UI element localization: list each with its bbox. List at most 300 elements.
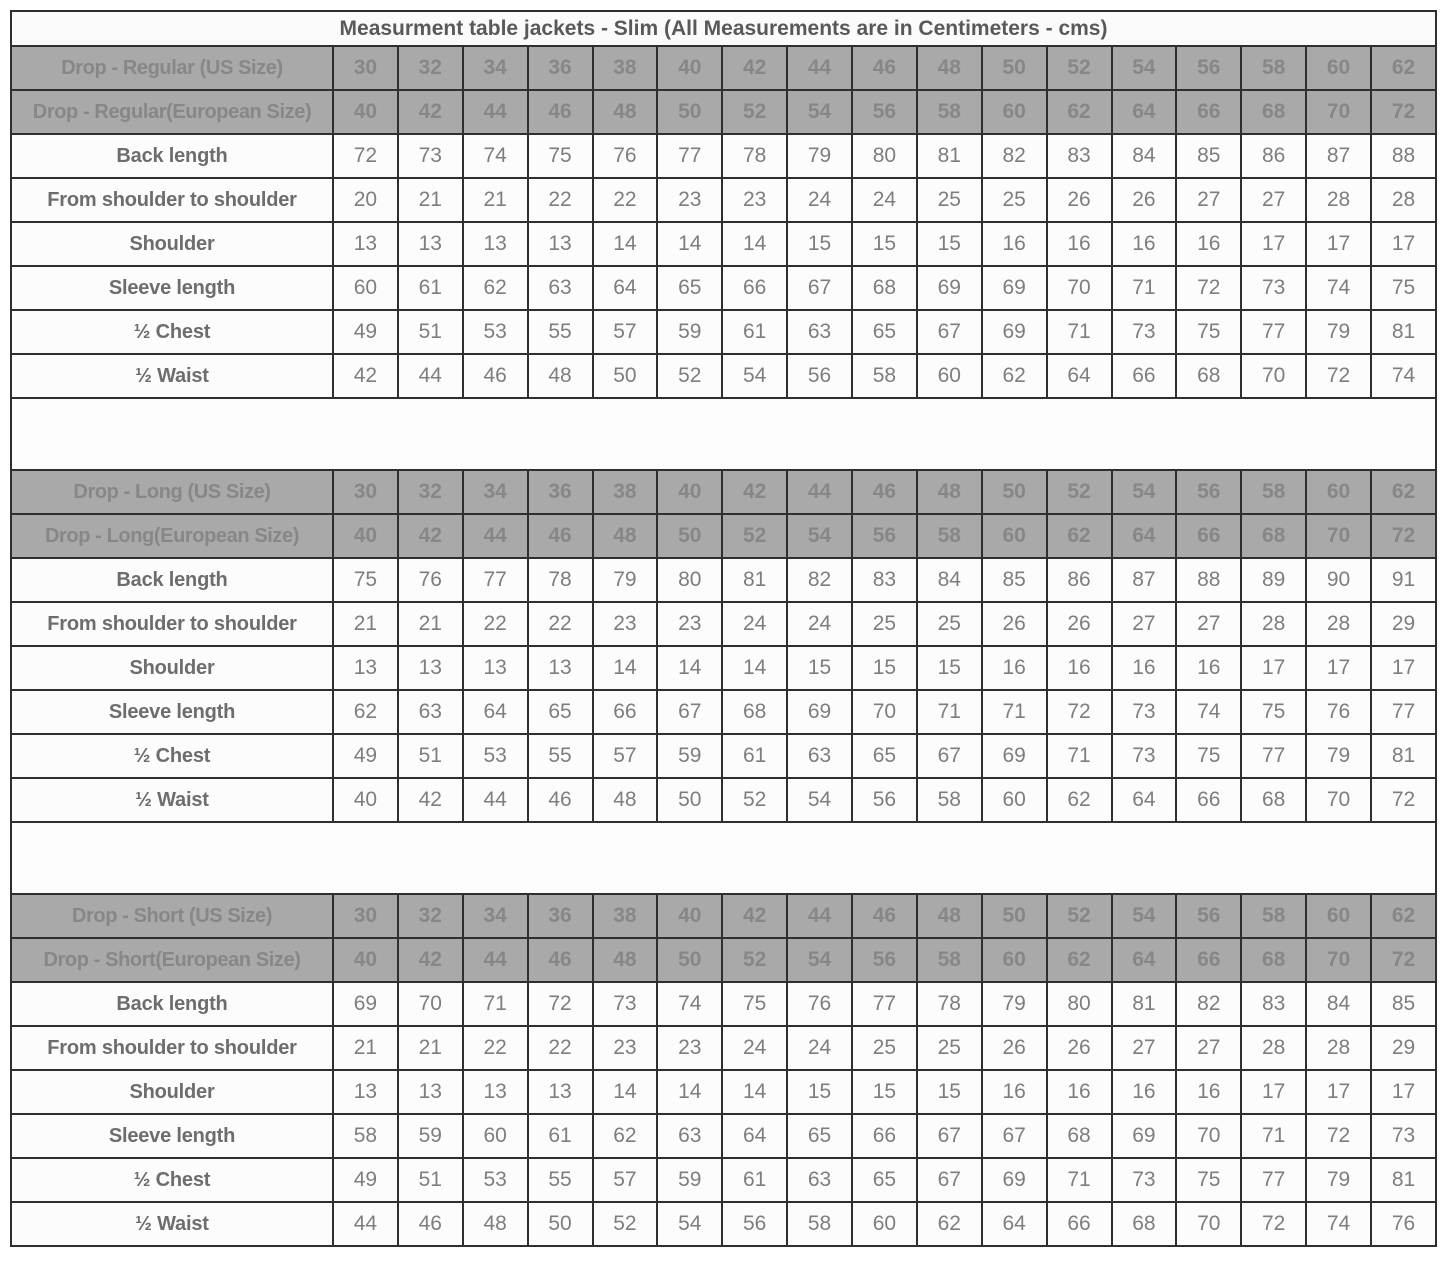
us-size-cell: 46 xyxy=(852,46,917,90)
measurement-value-cell: 27 xyxy=(1241,178,1306,222)
measurement-value-cell: 22 xyxy=(528,602,593,646)
measurement-value-cell: 81 xyxy=(1371,1158,1436,1202)
us-size-cell: 58 xyxy=(1241,46,1306,90)
measurement-value-cell: 69 xyxy=(982,734,1047,778)
measurement-value-cell: 77 xyxy=(1241,1158,1306,1202)
measurement-value-cell: 15 xyxy=(787,646,852,690)
measurement-value-cell: 69 xyxy=(917,266,982,310)
measurement-value-cell: 65 xyxy=(528,690,593,734)
measurement-value-cell: 71 xyxy=(1047,310,1112,354)
measurement-value-cell: 26 xyxy=(1047,178,1112,222)
measurement-value-cell: 16 xyxy=(1176,1070,1241,1114)
measurement-row xyxy=(11,222,1436,266)
measurement-value-cell: 85 xyxy=(1176,134,1241,178)
measurement-value-cell: 72 xyxy=(1047,690,1112,734)
us-size-cell: 52 xyxy=(1047,470,1112,514)
measurement-value-cell: 51 xyxy=(398,734,463,778)
measurement-value-cell: 16 xyxy=(1112,222,1177,266)
measurement-value-cell: 81 xyxy=(917,134,982,178)
measurement-value-cell: 60 xyxy=(463,1114,528,1158)
measurement-value-cell: 13 xyxy=(398,222,463,266)
measurement-value-cell: 50 xyxy=(657,778,722,822)
measurement-value-cell: 49 xyxy=(333,734,398,778)
us-size-header-row xyxy=(11,894,1436,938)
row-label-cell: ½ Waist xyxy=(11,1202,333,1246)
measurement-value-cell: 83 xyxy=(1241,982,1306,1026)
us-size-cell: 46 xyxy=(852,470,917,514)
measurement-value-cell: 70 xyxy=(398,982,463,1026)
measurement-value-cell: 53 xyxy=(463,310,528,354)
measurement-value-cell: 16 xyxy=(1047,646,1112,690)
measurement-table xyxy=(10,10,1437,1247)
measurement-row xyxy=(11,1158,1436,1202)
measurement-value-cell: 71 xyxy=(463,982,528,1026)
row-label-cell: Back length xyxy=(11,982,333,1026)
measurement-value-cell: 61 xyxy=(722,1158,787,1202)
measurement-value-cell: 83 xyxy=(852,558,917,602)
measurement-value-cell: 75 xyxy=(1176,1158,1241,1202)
measurement-value-cell: 77 xyxy=(463,558,528,602)
measurement-value-cell: 84 xyxy=(1306,982,1371,1026)
measurement-value-cell: 15 xyxy=(852,1070,917,1114)
measurement-value-cell: 77 xyxy=(1241,310,1306,354)
measurement-value-cell: 25 xyxy=(982,178,1047,222)
measurement-value-cell: 70 xyxy=(1241,354,1306,398)
measurement-value-cell: 13 xyxy=(463,1070,528,1114)
eu-size-cell: 58 xyxy=(917,938,982,982)
measurement-value-cell: 62 xyxy=(593,1114,658,1158)
measurement-value-cell: 56 xyxy=(787,354,852,398)
us-size-cell: 54 xyxy=(1112,894,1177,938)
row-label-cell: Sleeve length xyxy=(11,1114,333,1158)
measurement-value-cell: 69 xyxy=(982,310,1047,354)
measurement-value-cell: 13 xyxy=(528,646,593,690)
measurement-value-cell: 76 xyxy=(593,134,658,178)
measurement-value-cell: 77 xyxy=(657,134,722,178)
measurement-value-cell: 76 xyxy=(1371,1202,1436,1246)
measurement-value-cell: 56 xyxy=(722,1202,787,1246)
eu-size-cell: 40 xyxy=(333,938,398,982)
measurement-value-cell: 14 xyxy=(593,1070,658,1114)
measurement-row xyxy=(11,558,1436,602)
measurement-value-cell: 57 xyxy=(593,310,658,354)
measurement-value-cell: 67 xyxy=(657,690,722,734)
us-size-cell: 40 xyxy=(657,894,722,938)
measurement-value-cell: 73 xyxy=(398,134,463,178)
measurement-value-cell: 59 xyxy=(398,1114,463,1158)
measurement-value-cell: 62 xyxy=(463,266,528,310)
measurement-value-cell: 78 xyxy=(528,558,593,602)
measurement-value-cell: 88 xyxy=(1371,134,1436,178)
measurement-value-cell: 53 xyxy=(463,734,528,778)
measurement-value-cell: 28 xyxy=(1306,602,1371,646)
measurement-row xyxy=(11,1202,1436,1246)
us-size-cell: 50 xyxy=(982,894,1047,938)
measurement-value-cell: 67 xyxy=(917,310,982,354)
measurement-value-cell: 16 xyxy=(1112,1070,1177,1114)
eu-size-cell: 54 xyxy=(787,938,852,982)
eu-size-cell: 46 xyxy=(528,938,593,982)
measurement-row xyxy=(11,734,1436,778)
measurement-value-cell: 22 xyxy=(593,178,658,222)
row-label-cell: ½ Waist xyxy=(11,778,333,822)
measurement-value-cell: 58 xyxy=(917,778,982,822)
measurement-value-cell: 14 xyxy=(657,1070,722,1114)
measurement-value-cell: 66 xyxy=(1047,1202,1112,1246)
measurement-value-cell: 40 xyxy=(333,778,398,822)
measurement-value-cell: 90 xyxy=(1306,558,1371,602)
measurement-value-cell: 68 xyxy=(852,266,917,310)
measurement-value-cell: 66 xyxy=(852,1114,917,1158)
measurement-value-cell: 22 xyxy=(463,1026,528,1070)
measurement-value-cell: 62 xyxy=(917,1202,982,1246)
measurement-value-cell: 44 xyxy=(463,778,528,822)
measurement-value-cell: 72 xyxy=(1306,1114,1371,1158)
measurement-value-cell: 81 xyxy=(1371,310,1436,354)
measurement-value-cell: 28 xyxy=(1241,602,1306,646)
row-label-cell: ½ Chest xyxy=(11,734,333,778)
us-size-cell: 38 xyxy=(593,894,658,938)
measurement-value-cell: 16 xyxy=(1047,222,1112,266)
measurement-row xyxy=(11,982,1436,1026)
us-size-cell: 32 xyxy=(398,46,463,90)
measurement-value-cell: 88 xyxy=(1176,558,1241,602)
measurement-value-cell: 14 xyxy=(593,222,658,266)
measurement-value-cell: 13 xyxy=(398,646,463,690)
eu-size-cell: 50 xyxy=(657,90,722,134)
measurement-value-cell: 75 xyxy=(333,558,398,602)
measurement-value-cell: 26 xyxy=(982,1026,1047,1070)
measurement-value-cell: 82 xyxy=(982,134,1047,178)
measurement-value-cell: 15 xyxy=(917,222,982,266)
measurement-value-cell: 15 xyxy=(787,222,852,266)
measurement-value-cell: 68 xyxy=(1047,1114,1112,1158)
eu-size-cell: 52 xyxy=(722,938,787,982)
measurement-value-cell: 65 xyxy=(852,1158,917,1202)
us-size-cell: 44 xyxy=(787,470,852,514)
measurement-value-cell: 71 xyxy=(982,690,1047,734)
us-size-cell: 44 xyxy=(787,894,852,938)
measurement-value-cell: 55 xyxy=(528,1158,593,1202)
measurement-value-cell: 69 xyxy=(982,1158,1047,1202)
measurement-value-cell: 23 xyxy=(722,178,787,222)
measurement-value-cell: 16 xyxy=(1176,646,1241,690)
us-size-cell: 32 xyxy=(398,894,463,938)
measurement-value-cell: 75 xyxy=(1176,734,1241,778)
measurement-value-cell: 16 xyxy=(982,1070,1047,1114)
measurement-value-cell: 72 xyxy=(333,134,398,178)
measurement-value-cell: 73 xyxy=(1112,1158,1177,1202)
measurement-value-cell: 28 xyxy=(1241,1026,1306,1070)
eu-size-cell: 58 xyxy=(917,514,982,558)
measurement-value-cell: 74 xyxy=(1176,690,1241,734)
eu-size-cell: 54 xyxy=(787,90,852,134)
measurement-value-cell: 60 xyxy=(982,778,1047,822)
measurement-value-cell: 14 xyxy=(657,222,722,266)
us-size-cell: 54 xyxy=(1112,46,1177,90)
measurement-value-cell: 24 xyxy=(722,1026,787,1070)
eu-size-cell: 42 xyxy=(398,90,463,134)
us-size-cell: 62 xyxy=(1371,894,1436,938)
measurement-value-cell: 65 xyxy=(787,1114,852,1158)
measurement-value-cell: 55 xyxy=(528,310,593,354)
measurement-value-cell: 81 xyxy=(722,558,787,602)
measurement-value-cell: 20 xyxy=(333,178,398,222)
eu-size-cell: 62 xyxy=(1047,90,1112,134)
measurement-value-cell: 22 xyxy=(528,178,593,222)
measurement-value-cell: 59 xyxy=(657,310,722,354)
measurement-value-cell: 23 xyxy=(657,178,722,222)
measurement-value-cell: 29 xyxy=(1371,1026,1436,1070)
us-size-cell: 42 xyxy=(722,470,787,514)
measurement-value-cell: 64 xyxy=(593,266,658,310)
us-size-cell: 40 xyxy=(657,470,722,514)
measurement-value-cell: 85 xyxy=(1371,982,1436,1026)
measurement-value-cell: 24 xyxy=(787,1026,852,1070)
measurement-value-cell: 24 xyxy=(722,602,787,646)
measurement-row xyxy=(11,266,1436,310)
measurement-value-cell: 71 xyxy=(1047,734,1112,778)
measurement-value-cell: 75 xyxy=(1371,266,1436,310)
measurement-value-cell: 26 xyxy=(1112,178,1177,222)
us-size-cell: 38 xyxy=(593,46,658,90)
measurement-value-cell: 64 xyxy=(1047,354,1112,398)
measurement-value-cell: 73 xyxy=(1112,734,1177,778)
measurement-value-cell: 23 xyxy=(593,602,658,646)
us-size-cell: 34 xyxy=(463,470,528,514)
measurement-value-cell: 63 xyxy=(528,266,593,310)
measurement-value-cell: 28 xyxy=(1371,178,1436,222)
measurement-value-cell: 63 xyxy=(787,310,852,354)
measurement-row xyxy=(11,690,1436,734)
measurement-value-cell: 27 xyxy=(1176,1026,1241,1070)
measurement-value-cell: 74 xyxy=(657,982,722,1026)
eu-size-cell: 68 xyxy=(1241,938,1306,982)
measurement-value-cell: 71 xyxy=(1112,266,1177,310)
measurement-value-cell: 70 xyxy=(1306,778,1371,822)
row-label-cell: Shoulder xyxy=(11,222,333,266)
us-size-header-label: Drop - Short (US Size) xyxy=(11,894,333,938)
measurement-value-cell: 16 xyxy=(1047,1070,1112,1114)
measurement-row xyxy=(11,178,1436,222)
measurement-value-cell: 78 xyxy=(917,982,982,1026)
measurement-value-cell: 70 xyxy=(1176,1114,1241,1158)
measurement-value-cell: 26 xyxy=(1047,602,1112,646)
eu-size-cell: 64 xyxy=(1112,514,1177,558)
measurement-value-cell: 57 xyxy=(593,734,658,778)
measurement-value-cell: 74 xyxy=(1306,1202,1371,1246)
measurement-value-cell: 76 xyxy=(1306,690,1371,734)
measurement-value-cell: 73 xyxy=(1112,690,1177,734)
measurement-value-cell: 68 xyxy=(722,690,787,734)
measurement-value-cell: 68 xyxy=(1176,354,1241,398)
measurement-value-cell: 21 xyxy=(398,178,463,222)
us-size-cell: 32 xyxy=(398,470,463,514)
measurement-value-cell: 63 xyxy=(657,1114,722,1158)
measurement-value-cell: 13 xyxy=(463,222,528,266)
measurement-value-cell: 16 xyxy=(982,222,1047,266)
measurement-row xyxy=(11,778,1436,822)
measurement-row xyxy=(11,134,1436,178)
measurement-value-cell: 27 xyxy=(1176,602,1241,646)
measurement-value-cell: 57 xyxy=(593,1158,658,1202)
measurement-row xyxy=(11,1114,1436,1158)
measurement-value-cell: 17 xyxy=(1371,1070,1436,1114)
eu-size-cell: 50 xyxy=(657,514,722,558)
measurement-value-cell: 52 xyxy=(593,1202,658,1246)
measurement-value-cell: 74 xyxy=(463,134,528,178)
measurement-value-cell: 82 xyxy=(1176,982,1241,1026)
eu-size-cell: 70 xyxy=(1306,938,1371,982)
measurement-value-cell: 73 xyxy=(1371,1114,1436,1158)
measurement-value-cell: 77 xyxy=(1371,690,1436,734)
measurement-value-cell: 69 xyxy=(1112,1114,1177,1158)
measurement-value-cell: 72 xyxy=(1306,354,1371,398)
eu-size-cell: 64 xyxy=(1112,938,1177,982)
measurement-value-cell: 24 xyxy=(787,178,852,222)
measurement-value-cell: 79 xyxy=(787,134,852,178)
eu-size-cell: 42 xyxy=(398,514,463,558)
measurement-value-cell: 21 xyxy=(333,602,398,646)
us-size-cell: 36 xyxy=(528,470,593,514)
measurement-value-cell: 21 xyxy=(333,1026,398,1070)
row-label-cell: ½ Chest xyxy=(11,1158,333,1202)
measurement-value-cell: 81 xyxy=(1112,982,1177,1026)
measurement-value-cell: 50 xyxy=(593,354,658,398)
measurement-value-cell: 51 xyxy=(398,310,463,354)
measurement-value-cell: 24 xyxy=(852,178,917,222)
measurement-value-cell: 15 xyxy=(917,646,982,690)
us-size-cell: 30 xyxy=(333,894,398,938)
measurement-value-cell: 14 xyxy=(593,646,658,690)
measurement-value-cell: 15 xyxy=(852,646,917,690)
measurement-value-cell: 69 xyxy=(787,690,852,734)
eu-size-cell: 42 xyxy=(398,938,463,982)
measurement-value-cell: 79 xyxy=(1306,734,1371,778)
measurement-row xyxy=(11,1026,1436,1070)
measurement-value-cell: 28 xyxy=(1306,178,1371,222)
measurement-value-cell: 70 xyxy=(1176,1202,1241,1246)
row-label-cell: From shoulder to shoulder xyxy=(11,602,333,646)
measurement-value-cell: 25 xyxy=(852,602,917,646)
measurement-value-cell: 74 xyxy=(1306,266,1371,310)
measurement-value-cell: 72 xyxy=(1371,778,1436,822)
eu-size-cell: 40 xyxy=(333,90,398,134)
us-size-cell: 60 xyxy=(1306,894,1371,938)
us-size-cell: 48 xyxy=(917,46,982,90)
table-title-row xyxy=(11,11,1436,46)
measurement-value-cell: 56 xyxy=(852,778,917,822)
eu-size-cell: 46 xyxy=(528,514,593,558)
measurement-value-cell: 13 xyxy=(528,1070,593,1114)
measurement-value-cell: 28 xyxy=(1306,1026,1371,1070)
measurement-value-cell: 27 xyxy=(1112,602,1177,646)
measurement-value-cell: 46 xyxy=(463,354,528,398)
measurement-value-cell: 82 xyxy=(787,558,852,602)
measurement-value-cell: 79 xyxy=(982,982,1047,1026)
table-title: Measurment table jackets - Slim (All Measurements are in Centimeters - cms) xyxy=(11,11,1436,46)
measurement-value-cell: 65 xyxy=(852,734,917,778)
measurement-value-cell: 51 xyxy=(398,1158,463,1202)
row-label-cell: Sleeve length xyxy=(11,690,333,734)
measurement-value-cell: 58 xyxy=(333,1114,398,1158)
measurement-value-cell: 77 xyxy=(1241,734,1306,778)
measurement-value-cell: 63 xyxy=(787,734,852,778)
measurement-value-cell: 75 xyxy=(528,134,593,178)
us-size-cell: 36 xyxy=(528,894,593,938)
row-label-cell: From shoulder to shoulder xyxy=(11,178,333,222)
measurement-value-cell: 69 xyxy=(982,266,1047,310)
measurement-table-body xyxy=(11,11,1436,1246)
eu-size-cell: 52 xyxy=(722,90,787,134)
measurement-value-cell: 23 xyxy=(657,602,722,646)
measurement-value-cell: 79 xyxy=(1306,310,1371,354)
section-gap xyxy=(11,398,1436,470)
measurement-value-cell: 59 xyxy=(657,1158,722,1202)
row-label-cell: From shoulder to shoulder xyxy=(11,1026,333,1070)
measurement-value-cell: 79 xyxy=(593,558,658,602)
eu-size-cell: 48 xyxy=(593,514,658,558)
measurement-value-cell: 17 xyxy=(1371,646,1436,690)
measurement-value-cell: 86 xyxy=(1047,558,1112,602)
measurement-value-cell: 72 xyxy=(528,982,593,1026)
measurement-value-cell: 48 xyxy=(593,778,658,822)
measurement-value-cell: 61 xyxy=(722,734,787,778)
measurement-value-cell: 87 xyxy=(1306,134,1371,178)
us-size-cell: 52 xyxy=(1047,46,1112,90)
measurement-value-cell: 70 xyxy=(1047,266,1112,310)
eu-size-cell: 56 xyxy=(852,90,917,134)
eu-size-cell: 46 xyxy=(528,90,593,134)
eu-size-header-row xyxy=(11,938,1436,982)
eu-size-header-label: Drop - Short(European Size) xyxy=(11,938,333,982)
measurement-value-cell: 91 xyxy=(1371,558,1436,602)
measurement-value-cell: 64 xyxy=(722,1114,787,1158)
measurement-value-cell: 26 xyxy=(982,602,1047,646)
measurement-value-cell: 62 xyxy=(982,354,1047,398)
measurement-value-cell: 13 xyxy=(398,1070,463,1114)
measurement-value-cell: 15 xyxy=(917,1070,982,1114)
eu-size-cell: 44 xyxy=(463,938,528,982)
us-size-cell: 56 xyxy=(1176,894,1241,938)
row-label-cell: Back length xyxy=(11,558,333,602)
us-size-header-row xyxy=(11,470,1436,514)
section-gap xyxy=(11,822,1436,894)
measurement-value-cell: 48 xyxy=(528,354,593,398)
measurement-value-cell: 66 xyxy=(1176,778,1241,822)
measurement-value-cell: 25 xyxy=(852,1026,917,1070)
measurement-value-cell: 15 xyxy=(852,222,917,266)
measurement-value-cell: 68 xyxy=(1241,778,1306,822)
measurement-value-cell: 54 xyxy=(722,354,787,398)
eu-size-cell: 64 xyxy=(1112,90,1177,134)
measurement-value-cell: 26 xyxy=(1047,1026,1112,1070)
measurement-value-cell: 46 xyxy=(528,778,593,822)
eu-size-cell: 72 xyxy=(1371,938,1436,982)
section-gap-row xyxy=(11,398,1436,470)
measurement-row xyxy=(11,354,1436,398)
measurement-value-cell: 67 xyxy=(982,1114,1047,1158)
measurement-value-cell: 67 xyxy=(917,1158,982,1202)
measurement-value-cell: 25 xyxy=(917,602,982,646)
measurement-value-cell: 84 xyxy=(917,558,982,602)
us-size-cell: 34 xyxy=(463,894,528,938)
us-size-cell: 58 xyxy=(1241,470,1306,514)
us-size-cell: 48 xyxy=(917,470,982,514)
measurement-value-cell: 44 xyxy=(398,354,463,398)
measurement-value-cell: 49 xyxy=(333,310,398,354)
eu-size-cell: 72 xyxy=(1371,514,1436,558)
